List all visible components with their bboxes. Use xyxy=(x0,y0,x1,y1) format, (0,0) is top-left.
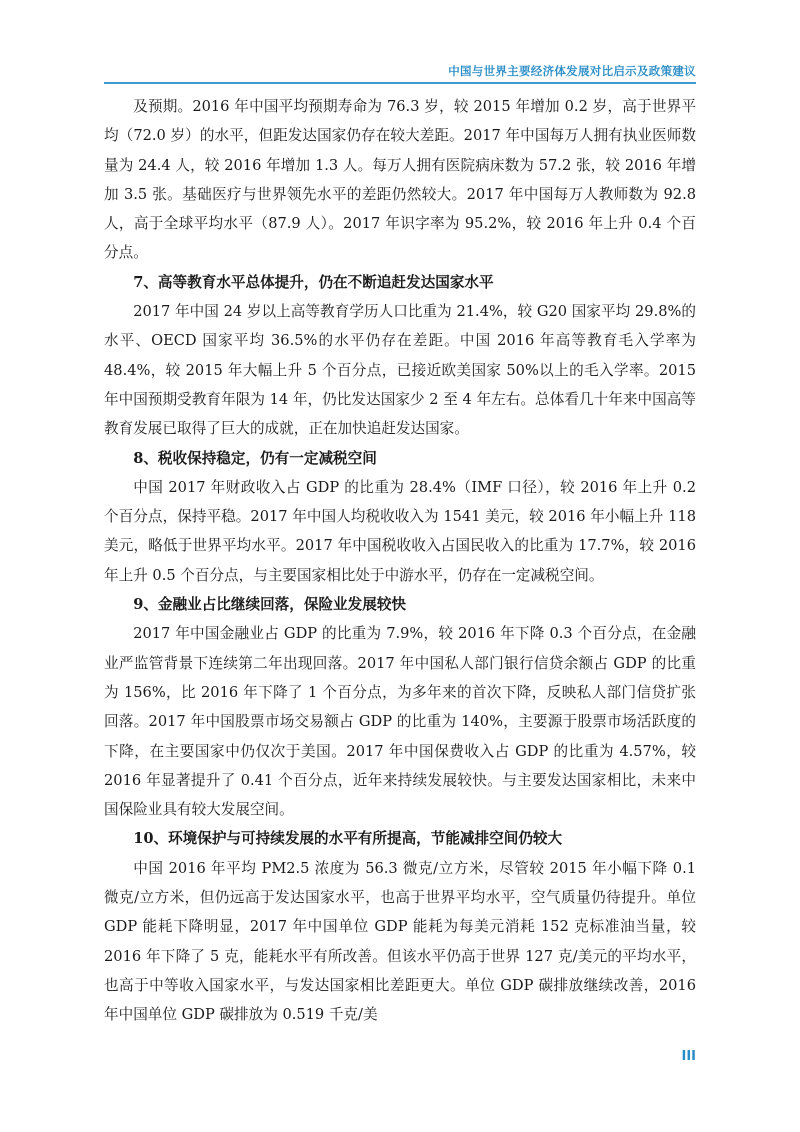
header-divider xyxy=(104,82,696,84)
document-body xyxy=(104,92,696,1030)
section-body-8: 中国 2017 年财政收入占 GDP 的比重为 28.4%（IMF 口径），较 2016 年上升 0.2 个百分点，保持平稳。2017 年中国人均税收收入为 1541 美元，较 2016 年小幅上升 118 美元，略低于世界平均水平。2017 年中国税收收入占国民收入的比重为 17.7%，较 2016 年上升 0.5 个百分点，与主要国家相比处于中游水平，仍存在一定减税空间。 xyxy=(104,478,696,584)
section-body-9: 2017 年中国金融业占 GDP 的比重为 7.9%，较 2016 年下降 0.3 个百分点，在金融业严监管背景下连续第二年出现回落。2017 年中国私人部门银行信贷余额占 GDP 的比重为 156%，比 2016 年下降了 1 个百分点，为多年来的首次下降，反映私人部门信贷扩张回落。2017 年中国股票市场交易额占 GDP 的比重为 140%，主要源于股票市场活跃度的下降，在主要国家中仍仅次于美国。2017 年中国保费收入占 GDP 的比重为 4.57%，较 2016 年显著提升了 0.41 个百分点，近年来持续发展较快。与主要发达国家相比，未来中国保险业具有较大发展空间。 xyxy=(104,625,696,819)
running-header-title: 中国与世界主要经济体发展对比启示及政策建议 xyxy=(448,64,696,78)
section-heading-7: 7、高等教育水平总体提升，仍在不断追赶发达国家水平 xyxy=(133,273,494,291)
page-number: III xyxy=(681,1049,696,1064)
section-heading-8: 8、税收保持稳定，仍有一定减税空间 xyxy=(133,449,377,467)
section-heading-10: 10、环境保护与可持续发展的水平有所提高，节能减排空间仍较大 xyxy=(133,830,563,848)
continued-paragraph: 及预期。2016 年中国平均预期寿命为 76.3 岁，较 2015 年增加 0.2 岁，高于世界平均（72.0 岁）的水平，但距发达国家仍存在较大差距。2017 年中国每万人拥有执业医师数量为 24.4 人，较 2016 年增加 1.3 人。每万人拥有医院病床数为 57.2 张，较 2016 年增加 3.5 张。基础医疗与世界领先水平的差距仍然较大。2017 年中国每万人教师数为 92.8 人，高于全球平均水平（87.9 人）。2017 年识字率为 95.2%，较 2016 年上升 0.4 个百分点。 xyxy=(104,98,696,262)
section-body-7: 2017 年中国 24 岁以上高等教育学历人口比重为 21.4%，较 G20 国家平均 29.8%的水平、OECD 国家平均 36.5%的水平仍存在差距。中国 2016 年高等教育毛入学率为 48.4%，较 2015 年大幅上升 5 个百分点，已接近欧美国家 50%以上的毛入学率。2015 年中国预期受教育年限为 14 年，仍比发达国家少 2 至 4 年左右。总体看几十年来中国高等教育发展已取得了巨大的成就，正在加快追赶发达国家。 xyxy=(104,303,696,438)
section-heading-9: 9、金融业占比继续回落，保险业发展较快 xyxy=(133,596,407,614)
section-body-10: 中国 2016 年平均 PM2.5 浓度为 56.3 微克/立方米，尽管较 2015 年小幅下降 0.1 微克/立方米，但仍远高于发达国家水平，也高于世界平均水平，空气质量仍待提升。单位 GDP 能耗下降明显，2017 年中国单位 GDP 能耗为每美元消耗 152 克标准油当量，较 2016 年下降了 5 克，能耗水平有所改善。但该水平仍高于世界 127 克/美元的平均水平，也高于中等收入国家水平，与发达国家相比差距更大。单位 GDP 碳排放继续改善，2016 年中国单位 GDP 碳排放为 0.519 千克/美 xyxy=(104,859,696,1024)
